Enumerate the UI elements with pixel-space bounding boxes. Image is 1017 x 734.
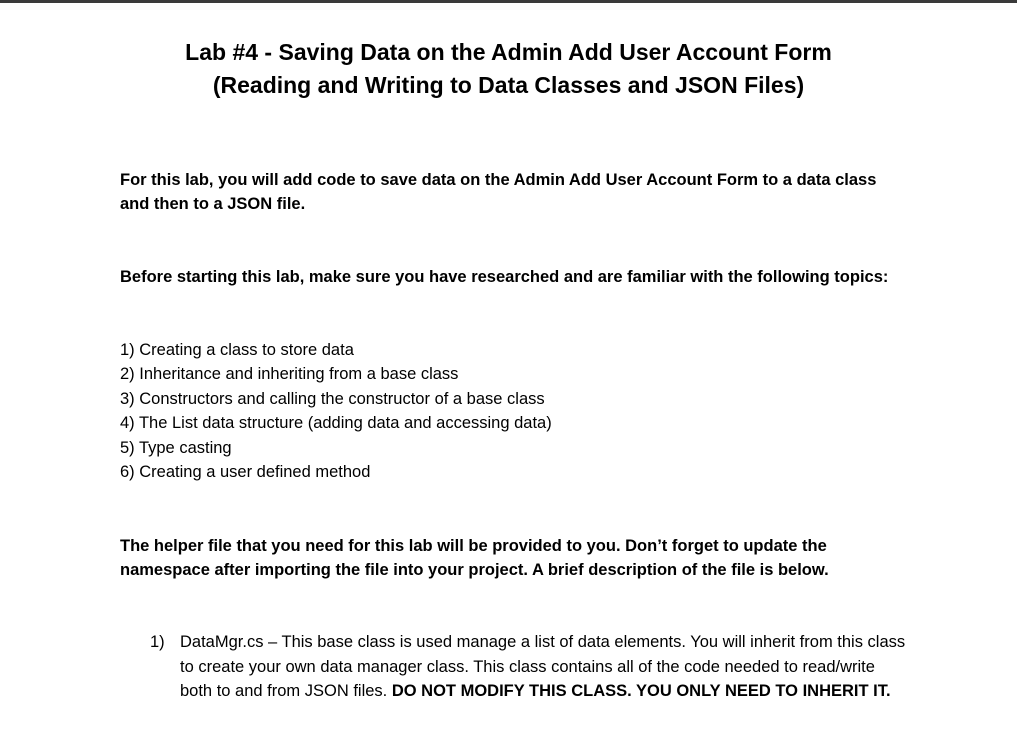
- prerequisites-paragraph: Before starting this lab, make sure you have researched and are familiar with the following topics:: [120, 268, 889, 286]
- topic-item: 5) Type casting: [120, 438, 232, 457]
- file-item-warning: DO NOT MODIFY THIS CLASS. YOU ONLY NEED TO INHERIT IT.: [391, 682, 891, 700]
- file-item-description: DataMgr.cs – This base class is used manage a list of data elements. You will inherit from this class to create your own data manager class. This class contains all of the code needed to read/write both to and from JSON files.: [180, 633, 906, 700]
- topic-item: 2) Inheritance and inheriting from a base class: [120, 365, 459, 384]
- topic-item: 1) Creating a class to store data: [120, 341, 354, 359]
- intro-paragraph: For this lab, you will add code to save data on the Admin Add User Account Form to a data class and then to a JSON file.: [120, 171, 877, 213]
- topic-item: 6) Creating a user defined method: [120, 463, 371, 482]
- topics-list: [120, 338, 552, 484]
- title-line-1: Lab #4 - Saving Data on the Admin Add User Account Form: [185, 39, 832, 65]
- helper-files-list: [150, 630, 910, 704]
- file-item-number: 1): [150, 633, 165, 651]
- title-line-2: (Reading and Writing to Data Classes and JSON Files): [212, 72, 805, 98]
- helper-file-paragraph: The helper file that you need for this lab will be provided to you. Don’t forget to update the namespace after importing the file into your project. A brief description of the file is below.: [120, 537, 829, 579]
- top-border: [0, 0, 1017, 3]
- topic-item: 4) The List data structure (adding data and accessing data): [120, 414, 552, 433]
- topic-item: 3) Constructors and calling the constructor of a base class: [120, 389, 545, 408]
- file-item: [150, 630, 910, 704]
